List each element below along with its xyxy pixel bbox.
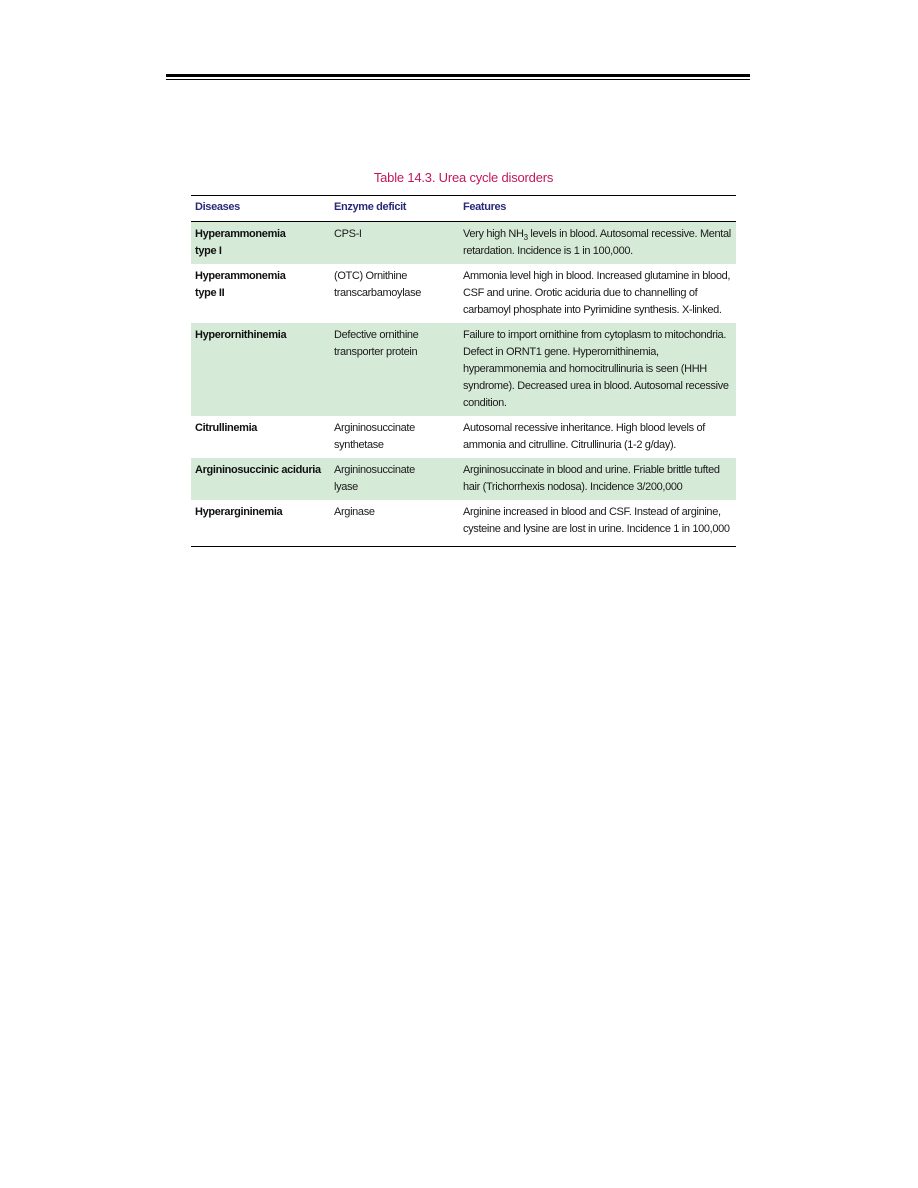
- table-row: [191, 264, 736, 323]
- caption-label: Table 14.3.: [373, 170, 436, 185]
- features-text: Very high NH: [463, 228, 524, 240]
- enzyme-name: Arginase: [334, 506, 375, 518]
- header-enzyme-deficit: Enzyme deficit: [330, 196, 459, 222]
- enzyme-cell: [330, 264, 459, 323]
- disease-cell: [191, 323, 330, 416]
- urea-cycle-disorders-table: [191, 195, 736, 547]
- table-row: [191, 458, 736, 500]
- disease-name: Hyperargininemia: [195, 506, 283, 518]
- enzyme-cell: [330, 323, 459, 416]
- enzyme-cell: [330, 222, 459, 265]
- features-subscript: 3: [523, 233, 528, 243]
- enzyme-name: CPS-I: [334, 228, 362, 240]
- disease-name-line2: type II: [195, 287, 225, 299]
- features-cell: [459, 222, 736, 265]
- features-cell: Ammonia level high in blood. Increased glutamine in blood, CSF and urine. Orotic aciduria due to channelling of carbamoyl phosphate into Pyrimidine synthesis. X-linked.: [463, 270, 731, 316]
- disease-name: Hyperammonemia: [195, 228, 286, 240]
- features-cell: Argininosuccinate in blood and urine. Friable brittle tufted hair (Trichorrhexis nodosa). Incidence 3/200,000: [459, 458, 736, 500]
- disease-cell: [191, 264, 330, 323]
- enzyme-cell: [330, 416, 459, 458]
- features-cell: Arginine increased in blood and CSF. Instead of arginine, cysteine and lysine are lost in urine. Incidence 1 in 100,000: [459, 500, 736, 547]
- disease-name: Hyperornithinemia: [195, 329, 287, 341]
- enzyme-name-line2: transporter protein: [334, 346, 418, 358]
- disease-cell: [191, 458, 330, 500]
- disease-name-line2: type I: [195, 245, 222, 257]
- disease-cell: [191, 222, 330, 265]
- features-cell: Failure to import ornithine from cytoplasm to mitochondria. Defect in ORNT1 gene. Hyperornithinemia, hyperammonemia and homocitrullinuria is seen (HHH syndrome). Decreased urea in blood. Autosomal recessive condition.: [459, 323, 736, 416]
- disease-cell: [191, 500, 330, 547]
- header-features: Features: [459, 196, 736, 222]
- table-caption: [191, 170, 736, 185]
- table-row: [191, 323, 736, 416]
- enzyme-name-line2: synthetase: [334, 439, 384, 451]
- table-row: [191, 500, 736, 547]
- disease-cell: [191, 416, 330, 458]
- disease-name: Hyperammonemia: [195, 270, 286, 282]
- disease-name: Argininosuccinic aciduria: [195, 464, 321, 476]
- table-row: [191, 222, 736, 265]
- enzyme-name: Defective ornithine: [334, 329, 419, 341]
- table-row: [191, 416, 736, 458]
- header-rule-thick: [166, 74, 750, 77]
- header-rule-thin: [166, 79, 750, 80]
- enzyme-cell: [330, 458, 459, 500]
- header-diseases: Diseases: [191, 196, 330, 222]
- caption-title: Urea cycle disorders: [435, 170, 554, 185]
- enzyme-name-line2: lyase: [334, 481, 358, 493]
- enzyme-cell: [330, 500, 459, 547]
- disease-name: Citrullinemia: [195, 422, 258, 434]
- enzyme-name: (OTC) Ornithine: [334, 270, 407, 282]
- enzyme-name: Argininosuccinate: [334, 422, 415, 434]
- enzyme-name-line2: transcarbamoylase: [334, 287, 421, 299]
- features-cell: Autosomal recessive inheritance. High blood levels of ammonia and citrulline. Citrullinuria (1-2 g/day).: [463, 422, 705, 451]
- enzyme-name: Argininosuccinate: [334, 464, 415, 476]
- table-header-row: [191, 196, 736, 222]
- features-text-cont: levels in blood. Autosomal recessive. Mental retardation. Incidence is 1 in 100,000.: [463, 228, 731, 257]
